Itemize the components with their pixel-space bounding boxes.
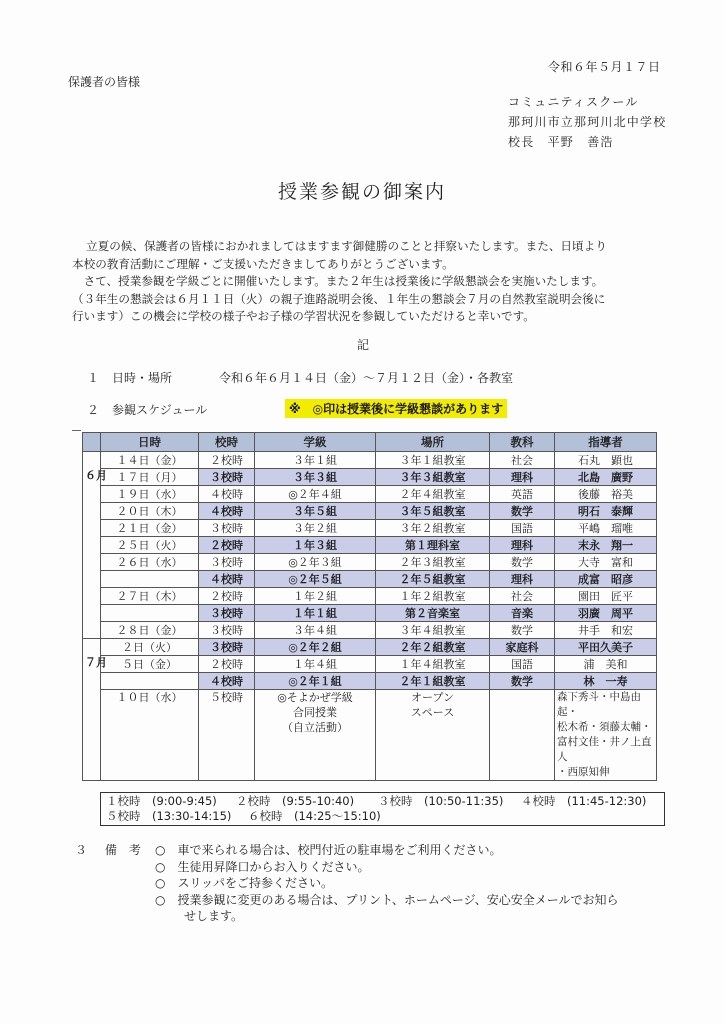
sender-block [508,92,666,152]
cell-class: ３年２組 [255,520,376,537]
cell-class-line: （自立活動） [282,721,348,734]
cell-place-line: オープン [410,691,454,704]
cell-period: ２校時 [199,588,255,605]
cell-teacher-line: ・西原知伸 [557,766,610,778]
item1-number: １ [87,371,100,385]
cell-period: ３校時 [199,622,255,639]
cell-period: ５校時 [199,690,255,781]
cell-teacher: 北島 廣野 [555,469,657,486]
cell-class [255,690,376,781]
cell-subject: 数学 [490,503,555,520]
cell-class: ３年４組 [255,622,376,639]
cell-place: ２年４組教室 [376,486,490,503]
cell-class: ◎２年２組 [255,639,376,656]
item2-number: ２ [87,403,100,417]
cell-class: ◎２年４組 [255,486,376,503]
header-cell: 日時 [101,433,199,452]
header-cell: 指導者 [555,433,657,452]
cell-place: 第２音楽室 [376,605,490,622]
body-line: （３年生の懇談会は６月１１日（火）の親子進路説明会後、１年生の懇談会７月の自然教室説明会後に [72,291,606,306]
table-row [83,452,657,469]
item1-value: 令和６年６月１４日（金）～７月１２日（金）・各教室 [219,371,514,385]
cell-place: ３年４組教室 [376,622,490,639]
cell-place: １年４組教室 [376,656,490,673]
period-time: １校時 (9:00-9:45) [106,794,217,808]
cell-date: ５日（金） [101,656,199,673]
cell-subject: 数学 [490,554,555,571]
cell-date [101,571,199,588]
cell-teacher-line: 森下秀斗・中島由起・ [557,691,641,718]
table-row [83,537,657,554]
recipient: 保護者の皆様 [68,75,141,89]
month-june: ６月 [83,452,101,639]
cell-place-line: スペース [410,706,455,719]
table-row [83,673,657,690]
cell-subject [490,690,555,781]
cell-place: ２年３組教室 [376,554,490,571]
cell-subject: 理科 [490,537,555,554]
item1-label: 日時・場所 [112,371,173,385]
period-time: ４校時 (11:45-12:30) [521,794,647,808]
cell-date [101,673,199,690]
remark-item: ○ 車で来られる場合は、校門付近の駐車場をご利用ください。 [155,843,502,857]
cell-class: １年３組 [255,537,376,554]
cell-teacher: 後藤 裕美 [555,486,657,503]
cell-teacher: 末永 翔一 [555,537,657,554]
cell-subject: 理科 [490,571,555,588]
cell-teacher: 明石 泰輝 [555,503,657,520]
table-header-row [83,433,657,452]
cell-place: 第１理科室 [376,537,490,554]
cell-class-line: 合同授業 [293,706,337,719]
table-row [83,520,657,537]
cell-subject: 家庭科 [490,639,555,656]
table-row [83,486,657,503]
body-line: さて、授業参観を学級ごとに開催いたします。また２年生は授業後に学級懇談会を実施いたします。 [72,274,604,288]
cell-teacher [555,690,657,781]
cell-place: １年２組教室 [376,588,490,605]
cell-place: ３年１組教室 [376,452,490,469]
table-row [83,469,657,486]
remarks-number: ３ [75,843,88,857]
sender-org: コミュニティスクール [508,95,639,109]
header-cell: 校時 [199,433,255,452]
remark-item: ○ スリッパをご持参ください。 [155,876,333,890]
cell-teacher: 井手 和宏 [555,622,657,639]
cell-teacher: 浦 美和 [555,656,657,673]
remark-item: ○ 授業参観に変更のある場合は、プリント、ホームページ、安心安全メールでお知ら [155,892,619,907]
table-row [83,503,657,520]
table-row [83,588,657,605]
body-line: 行います）この機会に学校の様子やお子様の学習状況を参観していただけると幸いです。 [72,309,535,323]
cell-subject: 数学 [490,622,555,639]
header-cell: 学級 [255,433,376,452]
period-times [100,792,665,826]
cell-period: ３校時 [199,520,255,537]
cell-date: ２８日（金） [101,622,199,639]
table-row [83,622,657,639]
cell-place: ２年２組教室 [376,639,490,656]
cell-subject: 理科 [490,469,555,486]
cell-date: ２５日（火） [101,537,199,554]
period-time: ２校時 (9:55-10:40) [236,794,355,808]
period-time: ５校時 (13:30-14:15) [106,809,232,823]
divider [72,430,81,431]
cell-teacher: 石丸 顕也 [555,452,657,469]
remarks-label: 備 考 [104,843,141,857]
cell-period: ２校時 [199,537,255,554]
conference-note: ※ ◎印は授業後に学級懇談があります [285,399,507,418]
sender-school: 那珂川市立那珂川北中学校 [508,115,667,129]
cell-subject: 社会 [490,588,555,605]
table-row [83,656,657,673]
schedule-table [82,432,657,781]
cell-teacher: 平嶋 瑠唯 [555,520,657,537]
header-cell: 教科 [490,433,555,452]
cell-subject: 数学 [490,673,555,690]
cell-class: １年２組 [255,588,376,605]
cell-teacher: 園田 匠平 [555,588,657,605]
cell-teacher: 成富 昭彦 [555,571,657,588]
cell-date: １９日（水） [101,486,199,503]
cell-subject: 英語 [490,486,555,503]
cell-date: ２０日（木） [101,503,199,520]
cell-teacher: 大寺 富和 [555,554,657,571]
remark-continuation: せします。 [184,909,244,923]
cell-date: １７日（月） [101,469,199,486]
cell-date: ２日（火） [101,639,199,656]
cell-subject: 国語 [490,520,555,537]
sender-principal: 校長 平野 善浩 [508,135,614,149]
month-july: ７月 [83,639,101,781]
cell-period: ２校時 [199,656,255,673]
cell-date: ２７日（木） [101,588,199,605]
cell-period: ４校時 [199,503,255,520]
cell-period: ３校時 [199,554,255,571]
cell-date [101,605,199,622]
cell-class-line: ◎そよかぜ学級 [277,691,353,704]
cell-period: ４校時 [199,673,255,690]
cell-place: ３年２組教室 [376,520,490,537]
table-row [83,605,657,622]
cell-subject: 音楽 [490,605,555,622]
ki-heading: 記 [357,338,370,352]
cell-teacher-line: 富村文佳・井ノ上直人 [557,736,652,763]
cell-place: ２年５組教室 [376,571,490,588]
table-row [83,554,657,571]
cell-class: １年１組 [255,605,376,622]
cell-class: ◎２年５組 [255,571,376,588]
remark-item: ○ 生徒用昇降口からお入りください。 [155,859,370,874]
cell-place: ２年１組教室 [376,673,490,690]
header-month [83,433,101,452]
cell-period: ３校時 [199,605,255,622]
document-date: 令和６年５月１７日 [548,60,661,74]
cell-subject: 社会 [490,452,555,469]
body-line: 本校の教育活動にご理解・ご支援いただきましてありがとうございます。 [72,256,454,271]
cell-teacher: 羽廣 周平 [555,605,657,622]
cell-teacher: 林 一寿 [555,673,657,690]
period-time: ３校時 (10:50-11:35) [378,794,504,808]
cell-date: １４日（金） [101,452,199,469]
document-title: 授業参観の御案内 [277,181,446,203]
cell-class: ３年５組 [255,503,376,520]
cell-subject: 国語 [490,656,555,673]
cell-date: ２１日（金） [101,520,199,537]
cell-class: ３年３組 [255,469,376,486]
cell-class: １年４組 [255,656,376,673]
body-line: 立夏の候、保護者の皆様におかれましてはますます御健勝のことと拝察いたします。また、日頃より [86,239,607,253]
period-time: ６校時 (14:25～15:10) [248,809,381,823]
cell-period: ４校時 [199,486,255,503]
header-cell: 場所 [376,433,490,452]
cell-date: ２６日（水） [101,554,199,571]
cell-period: ４校時 [199,571,255,588]
body-paragraph [72,238,607,326]
cell-period: ３校時 [199,469,255,486]
item2-label: 参観スケジュール [112,403,208,417]
cell-class: ◎２年１組 [255,673,376,690]
cell-class: ３年１組 [255,452,376,469]
cell-teacher-line: 松木希・須藤太輔・ [557,721,652,733]
table-row [83,690,657,781]
table-row [83,639,657,656]
cell-period: ３校時 [199,639,255,656]
cell-teacher: 平田久美子 [555,639,657,656]
cell-period: ２校時 [199,452,255,469]
cell-place: ３年３組教室 [376,469,490,486]
table-row [83,571,657,588]
cell-class: ◎２年３組 [255,554,376,571]
cell-date: １０日（水） [101,690,199,781]
cell-place: ３年５組教室 [376,503,490,520]
cell-place [376,690,490,781]
